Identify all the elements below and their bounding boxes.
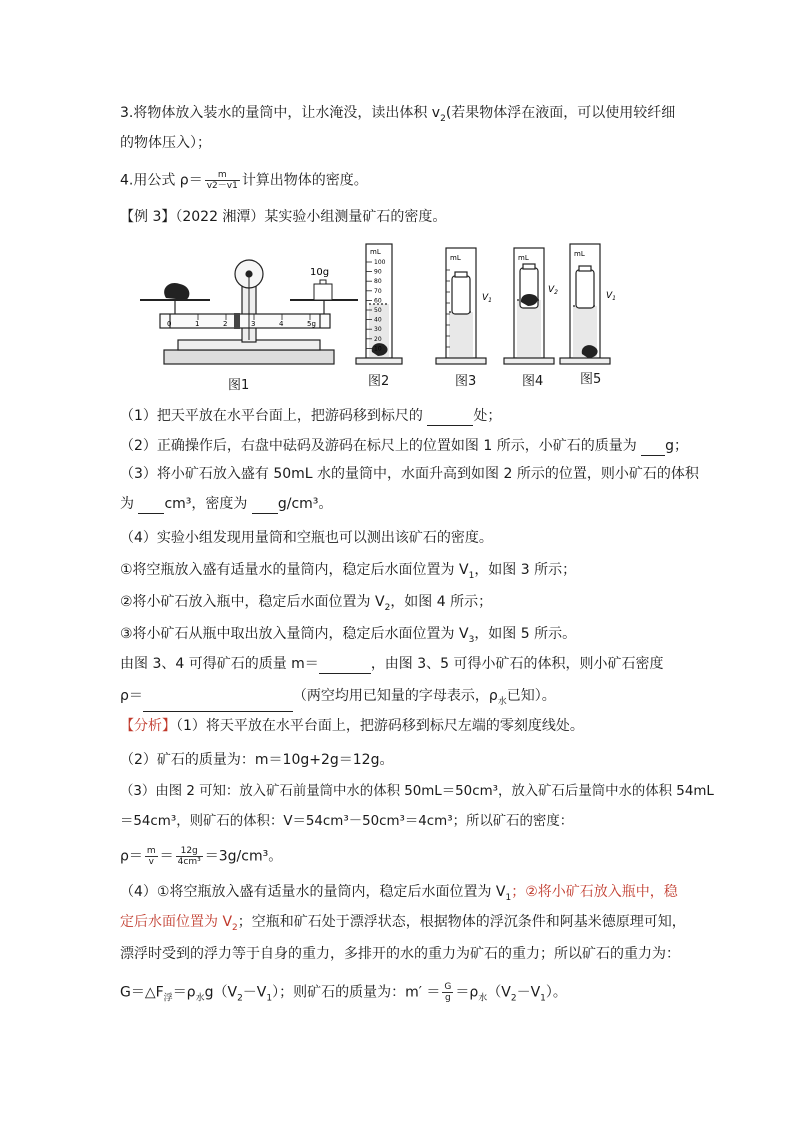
answer-blank[interactable] [319,659,371,674]
question-4: （4）实验小组发现用量筒和空瓶也可以测出该矿石的密度。 [120,530,493,546]
question-1: （1）把天平放在水平台面上，把游码移到标尺的 处； [120,408,502,424]
fraction-G-g: $\frac{G}{g}$ [444,982,452,1003]
cyl2-tick-label: 30 [374,326,382,334]
analysis-3c: ρ＝ $\frac{m}{v}$ ＝ $\frac{12g}{\text{4cm³}}$ ＝3g/cm³。 [120,846,283,867]
fraction-12g-4cm3: $\frac{12g}{\text{4cm³}}$ [177,846,201,867]
scale-tick-label: 1 [195,320,200,328]
fig5-label: 图5 [580,372,602,387]
weight-label: 10g [310,267,330,278]
step3-line1: 3.将物体放入装水的量筒中，让水淹没，读出体积 $v_2$(若果物体浮在液面，可以使用较纤细 [120,105,676,124]
rock-on-pan [164,283,189,300]
label-v1-fig5: $V_1$ [606,291,616,302]
answer-blank[interactable] [252,499,278,514]
step-3: ③将小矿石从瓶中取出放入量筒内，稳定后水面位置为 $V_3$，如图 5 所示。 [120,626,577,645]
question-6: ρ＝ （两空均用已知量的字母表示，$\rho_水$已知）。 [120,686,680,712]
cyl2-tick-label: 90 [374,268,382,276]
cyl3-unit: mL [450,254,461,262]
analysis-4d: $G=\triangle F_浮=\rho_水g(V_2-V_1)$；则矿石的质量为：m′ ＝ $\frac{G}{g}$ $=\rho_水(V_2-V_1)$。 [120,982,567,1004]
cyl2-tick-label: 40 [374,316,382,324]
question-5: 由图 3、4 可得矿石的质量 m＝ ，由图 3、5 可得小矿石的体积，则小矿石密度 [120,656,664,672]
scale-tick-label: 4 [279,320,284,328]
analysis-4c: 漂浮时受到的浮力等于自身的重力，多排开的水的重力为矿石的重力；所以矿石的重力为： [120,946,680,962]
analysis-3a: （3）由图 2 可知：放入矿石前量筒中水的体积 50mL＝50cm³，放入矿石后量筒中水的体积 54mL [120,784,714,799]
scale-tick-label: 2 [223,320,228,328]
cyl2-tick-label: 60 [374,297,382,305]
scale-tick-label: 5g [307,320,316,328]
step-1: ①将空瓶放入盛有适量水的量筒内，稳定后水面位置为 $V_1$，如图 3 所示； [120,562,577,581]
answer-blank[interactable] [138,499,164,514]
weight-10g [314,284,332,300]
cylinder-fig4 [504,248,554,364]
fig1-label: 图1 [228,378,250,393]
analysis-1: 【分析】（1）将天平放在水平台面上，把游码移到标尺左端的零刻度线处。 [120,718,584,734]
answer-blank[interactable] [143,697,293,712]
fig3-label: 图3 [455,374,477,389]
cyl2-unit: mL [370,248,381,256]
scale-tick-label: 3 [251,320,256,328]
answer-blank[interactable] [641,441,665,456]
fig2-label: 图2 [368,374,390,389]
step4-line: 4.用公式 ρ＝ $\frac{m}{v2-v1}$ 计算出物体的密度。 [120,170,368,191]
label-v1-fig3: $V_1$ [482,293,492,304]
cyl4-unit: mL [518,254,529,262]
example-heading: 【例 3】（2022 湘潭）某实验小组测量矿石的密度。 [120,209,447,225]
step3-line2: 的物体压入）； [120,135,211,151]
cylinder-fig3 [436,248,486,364]
fig4-label: 图4 [522,374,544,389]
cylinder-fig5 [560,244,610,364]
label-v2-fig4: $V_2$ [548,285,558,296]
cyl2-tick-label: 20 [374,335,382,343]
cyl5-unit: mL [574,250,585,258]
analysis-4b: 定后水面位置为 $V_2$；空瓶和矿石处于漂浮状态，根据物体的浮沉条件和阿基米德原理可知， [120,914,686,933]
cyl2-tick-label: 50 [374,307,382,314]
cyl2-tick-label: 70 [374,287,382,295]
analysis-4a: （4）①将空瓶放入盛有适量水的量筒内，稳定后水面位置为 $V_1$；②将小矿石放入瓶中，稳 [120,884,678,903]
question-2: （2）正确操作后，右盘中砝码及游码在标尺上的位置如图 1 所示，小矿石的质量为 g； [120,438,689,454]
cyl2-tick-label: 10 [374,345,382,353]
question-3-cont: 为 cm³，密度为 g/cm³。 [120,496,333,512]
analysis-2: （2）矿石的质量为：m＝10g+2g＝12g。 [120,752,394,768]
answer-blank[interactable] [427,411,473,426]
density-fraction: $\frac{m}{v2-v1}$ [206,170,238,191]
cyl2-tick-label: 100 [374,259,386,266]
subscript: 2 [440,113,446,124]
step-2: ②将小矿石放入瓶中，稳定后水面位置为 $V_2$，如图 4 所示； [120,594,493,613]
fraction-m-v: $\frac{m}{v}$ [146,846,156,867]
experiment-figure [130,240,650,390]
balance-slider [234,313,240,329]
question-3: （3）将小矿石放入盛有 50mL 水的量筒中，水面升高到如图 2 所示的位置，则小矿石的体积 [120,466,699,482]
analysis-3b: ＝54cm³，则矿石的体积：V＝54cm³－50cm³＝4cm³；所以矿石的密度： [120,814,574,829]
cyl2-tick-label: 80 [374,278,382,286]
scale-tick-label: 0 [167,320,172,328]
